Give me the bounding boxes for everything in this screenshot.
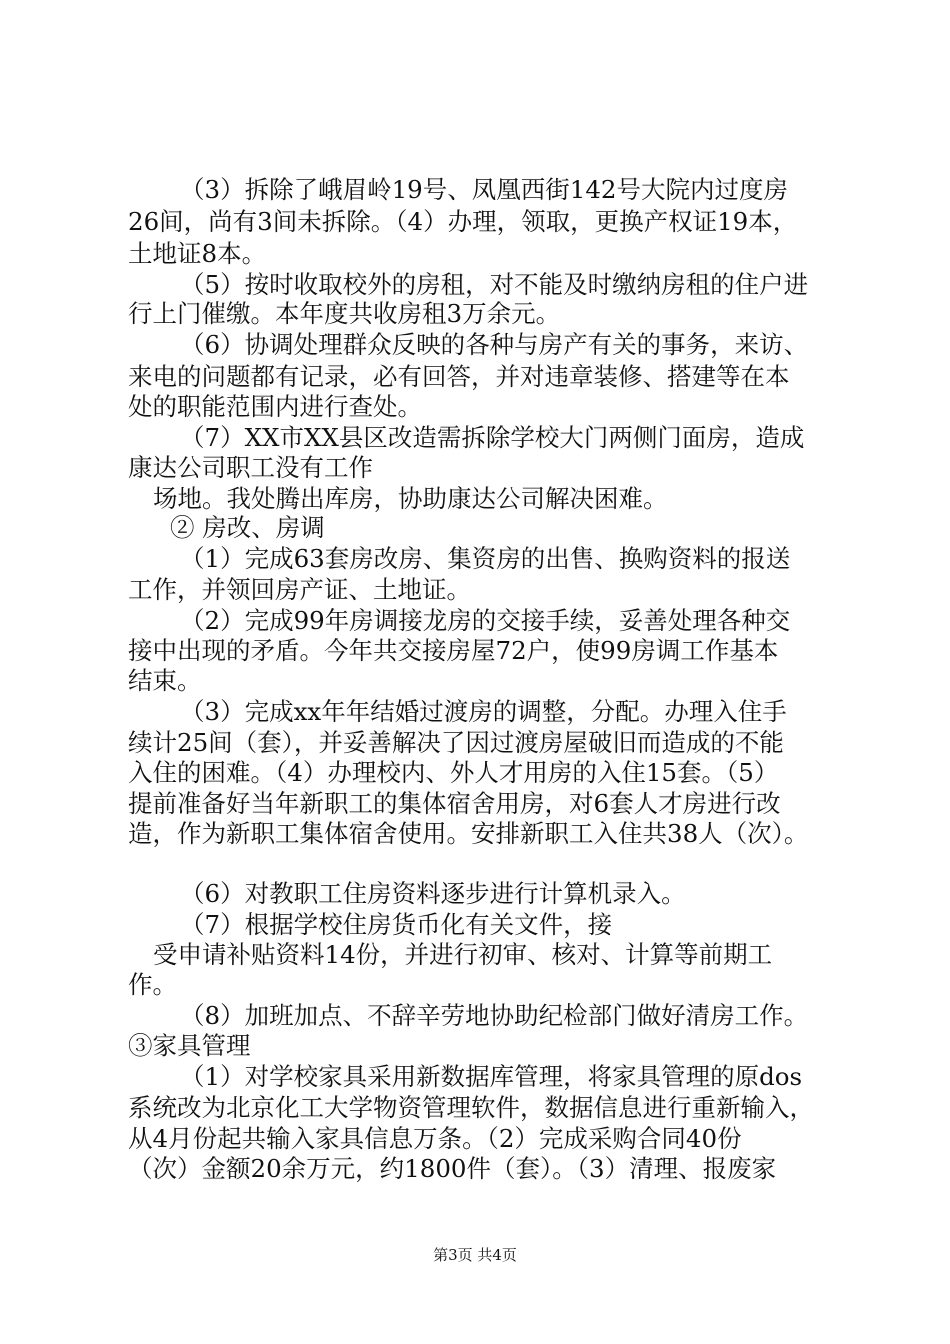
text-line: 入住的困难。（4）办理校内、外人才用房的入住15套。（5） [128,758,779,787]
text-line: 受申请补贴资料14份，并进行初审、核对、计算等前期工 [153,940,773,969]
page-footer: 第3页 共4页 [433,1246,517,1264]
text-line: 提前准备好当年新职工的集体宿舍用房，对6套人才房进行改 [128,789,781,818]
text-line: 续计25间（套），并妥善解决了因过渡房屋破旧而造成的不能 [128,728,784,757]
text-line: 从4月份起共输入家具信息万条。（2）完成采购合同40份 [128,1124,742,1153]
text-line: 工作，并领回房产证、土地证。 [128,575,471,604]
text-line: 系统改为北京化工大学物资管理软件，数据信息进行重新输入， [128,1093,814,1122]
text-line: 结束。 [128,666,202,695]
text-line: （1）对学校家具采用新数据库管理，将家具管理的原dos [180,1062,803,1091]
text-line: 造，作为新职工集体宿舍使用。安排新职工入住共38人（次）。 [128,819,809,848]
text-line: （8）加班加点、不辞辛劳地协助纪检部门做好清房工作。 [180,1001,809,1030]
text-line: （次）金额20余万元，约1800件（套）。（3）清理、报废家 [128,1154,777,1183]
text-line: （7）XX市XX县区改造需拆除学校大门两侧门面房，造成 [180,423,805,452]
text-line: （7）根据学校住房货币化有关文件，接 [180,910,613,939]
text-line: （2）完成99年房调接龙房的交接手续，妥善处理各种交 [180,606,791,635]
text-line: （6）对教职工住房资料逐步进行计算机录入。 [180,879,686,908]
text-line: 作。 [128,970,177,999]
text-line: 土地证8本。 [128,239,267,268]
text-line: （6）协调处理群众反映的各种与房产有关的事务，来访、 [180,330,809,359]
text-line: 处的职能范围内进行查处。 [128,392,422,421]
text-line: 场地。我处腾出库房，协助康达公司解决困难。 [153,484,668,513]
text-line: （1）完成63套房改房、集资房的出售、换购资料的报送 [180,544,791,573]
text-line: 康达公司职工没有工作 [128,453,373,482]
text-line: 行上门催缴。本年度共收房租3万余元。 [128,299,561,328]
section-heading: ③家具管理 [128,1031,251,1060]
text-line: （3）拆除了峨眉岭19号、凤凰西街142号大院内过度房 [180,175,789,204]
text-line: （3）完成xx年年结婚过渡房的调整，分配。办理入住手 [180,697,787,726]
text-line: （5）按时收取校外的房租，对不能及时缴纳房租的住户进 [180,270,809,299]
text-line: 26间，尚有3间未拆除。（4）办理，领取，更换产权证19本， [128,207,798,236]
text-line: 接中出现的矛盾。今年共交接房屋72户，使99房调工作基本 [128,636,779,665]
text-line: 来电的问题都有记录，必有回答，并对违章装修、搭建等在本 [128,362,790,391]
section-heading: ② 房改、房调 [170,513,325,542]
